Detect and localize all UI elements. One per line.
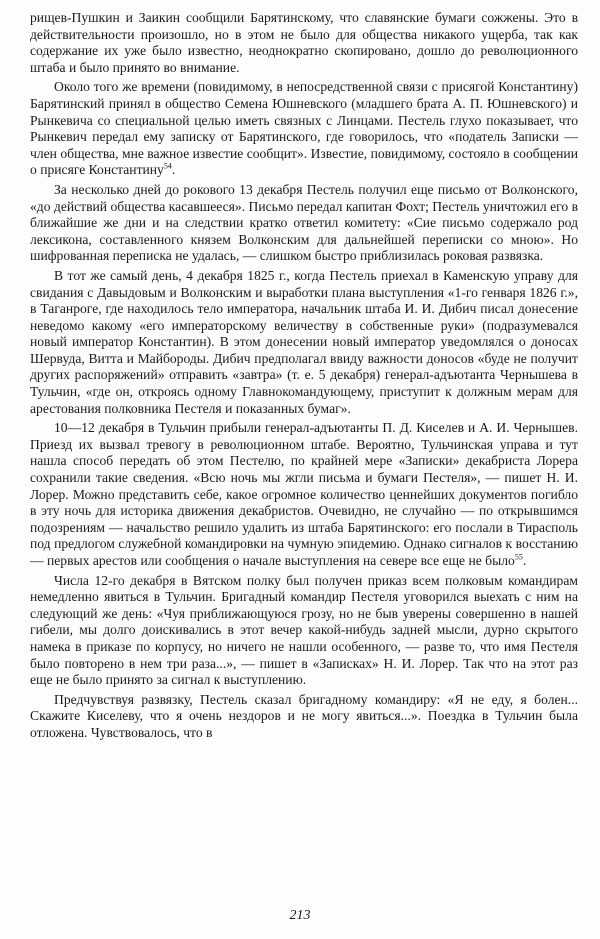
paragraph	[30, 182, 578, 265]
body-text	[30, 10, 578, 745]
paragraph-text: Числа 12-го декабря в Вятском полку был получен приказ всем полковым командирам немедленно явиться в Тульчин. Бригадный командир Пестеля уговорился выехать с ним на следующий же день: «Чуя приближающуюся грозу, но не быв уверены совершенно в нашей гибели, мы долго доискивались в этот вечер какой-нибудь задней мысли, дурно скрытого намека в приказе по корпусу, но ничего не нашли особенного, — разве то, что имя Пестеля было повторено в нем три раза...», — пишет в «Записках» Н. И. Лорер. Так что на этот раз еще не было принято за сигнал к выступлению.	[30, 572, 578, 688]
paragraph-text: рищев-Пушкин и Заикин сообщили Барятинскому, что славянские бумаги сожжены. Это в действительности произошло, но в этом не было для общества никакого ущерба, так как содержание их уже было известно, неоднократно скопировано, дошло до революционного штаба и было принято во внимание.	[30, 10, 578, 75]
footnote-marker[interactable]: 54	[163, 161, 172, 171]
paragraph-text: Около того же времени (повидимому, в непосредственной связи с присягой Константину) Барятинский принял в общество Семена Юшневского (младшего брата А. П. Юшневского) и Рынкевича со специальной целью иметь связных с Линцами. Пестель глухо показывает, что Рынкевич передал ему записку от Барятинского, где говорилось, что «податель Записки — член общества, мне важное известие сообщит». Известие, повидимому, состояло в сообщении о присяге Константину	[30, 79, 578, 178]
paragraph: 10—12 декабря в Тульчин прибыли генерал-адъютанты П. Д. Киселев и А. И. Чернышев. Приезд их вызвал тревогу в революционном штабе. Вероятно, Тульчинская управа и тут нашла способ передать об этом Пестелю, по крайней мере «Записки» декабриста Лорера сохранили такие сведения. «Всю ночь мы жгли письма и бумаги Пестеля», — пишет Н. И. Лорер. Можно представить себе, какое огромное количество ценнейших документов погибло в эту ночь для историка движения декабристов. Очевидно, не случайно — по открывшимся подозрениям — начальство решило удалить из штаба Барятинского: его послали в Тирасполь под предлогом служебной командировки на чумную эпидемию. Однако сигналов к восстанию — первых арестов или сообщения о начале выступления на севере все еще не было$^{55}$.	[30, 420, 578, 568]
paragraph-text: В тот же самый день, 4 декабря 1825 г., когда Пестель приехал в Каменскую управу для свидания с Давыдовым и Волконским и выработки плана выступления «1-го генваря 1826 г.», в Таганроге, где находилось тело императора, начальник штаба И. И. Дибич писал донесение неведомо какому «его императорскому величеству в собственные руки» (подразумевался новый император Константин). В этом донесении новый император уведомлялся о доносах Шервуда, Витта и Майбороды. Дибич предполагал ввиду важности доносов «буде не получит других распоряжений» отправить «завтра» (т. е. 5 декабря) генерал-адъютанта Чернышева в Тульчин, «где он, откроясь одному Главнокомандующему, приступит к должным мерам для арестования полковника Пестеля и показанных бумаг».	[30, 267, 578, 416]
footnote-marker[interactable]: 55	[514, 552, 523, 562]
paragraph-text: За несколько дней до рокового 13 декабря Пестель получил еще письмо от Волконского, «до действий общества касавшееся». Письмо передал капитан Фохт; Пестель уничтожил его в ближайшие же дни и на следствии кратко ответил комитету: «Сие письмо содержало род лексикона, составленного князем Волконским для дальнейшей переписки со мною». Но шифрованная переписка не удалась, — слишком быстро приблизилась роковая развязка.	[30, 181, 578, 264]
paragraph	[30, 10, 578, 76]
paragraph	[30, 573, 578, 689]
page-number: 213	[289, 908, 311, 923]
paragraph-text: Предчувствуя развязку, Пестель сказал бригадному командиру: «Я не еду, я болен... Скажите Киселеву, что я очень нездоров и не могу явиться...». Поездка в Тульчин была отложена. Чувствовалось, что в	[30, 691, 578, 740]
paragraph: Около того же времени (повидимому, в непосредственной связи с присягой Константину) Барятинский принял в общество Семена Юшневского (младшего брата А. П. Юшневского) и Рынкевича со специальной целью иметь связных с Линцами. Пестель глухо показывает, что Рынкевич передал ему записку от Барятинского, где говорилось, что «податель Записки — член общества, мне важное известие сообщит». Известие, повидимому, состояло в сообщении о присяге Константину$^{54}$.	[30, 79, 578, 178]
paragraph	[30, 692, 578, 742]
paragraph-text: 10—12 декабря в Тульчин прибыли генерал-адъютанты П. Д. Киселев и А. И. Чернышев. Приезд их вызвал тревогу в революционном штабе. Вероятно, Тульчинская управа и тут нашла способ передать об этом Пестелю, по крайней мере «Записки» декабриста Лорера сохранили такие сведения. «Всю ночь мы жгли письма и бумаги Пестеля», — пишет Н. И. Лорер. Можно представить себе, какое огромное количество ценнейших документов погибло в эту ночь для историка движения декабристов. Очевидно, не случайно — по открывшимся подозрениям — начальство решило удалить из штаба Барятинского: его послали в Тирасполь под предлогом служебной командировки на чумную эпидемию. Однако сигналов к восстанию — первых арестов или сообщения о начале выступления на севере все еще не было	[30, 420, 578, 568]
paragraph	[30, 268, 578, 417]
